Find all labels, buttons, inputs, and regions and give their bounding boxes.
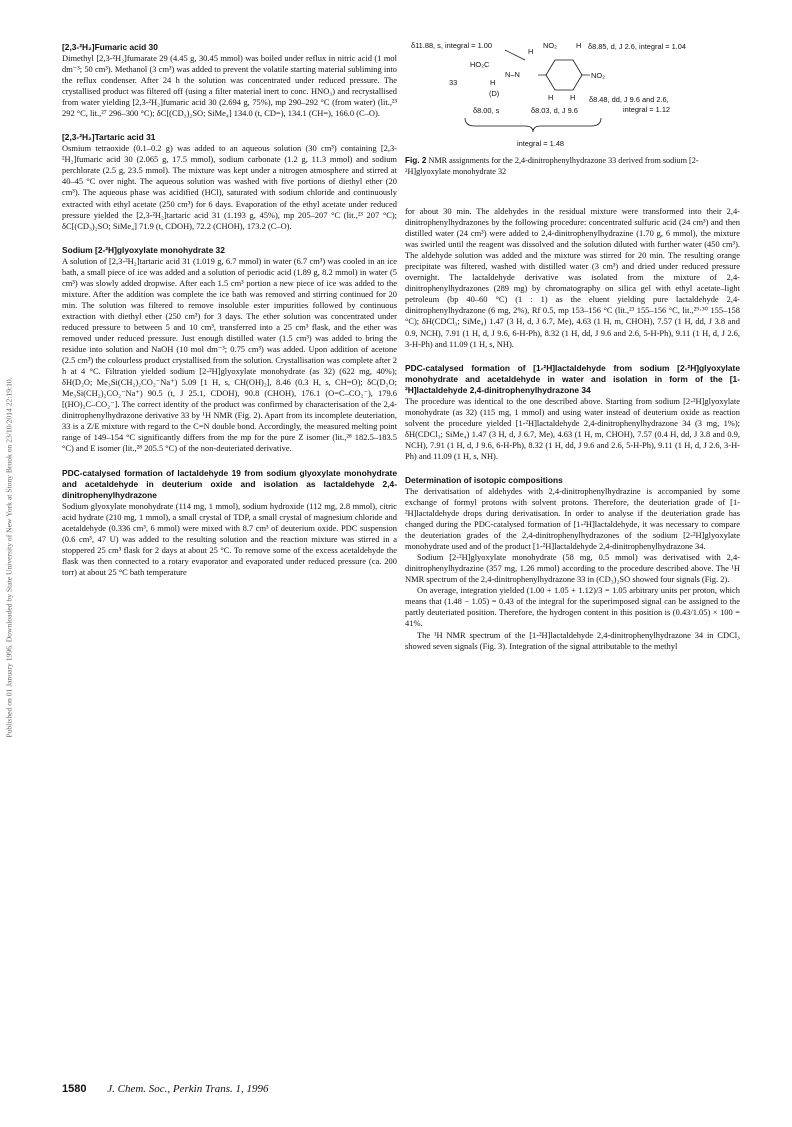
section-tartaric-acid bbox=[62, 132, 397, 231]
section-heading: Sodium [2-²H]glyoxylate monohydrate 32 bbox=[62, 244, 225, 255]
label-h-chain: H bbox=[490, 78, 496, 87]
label-hx-top: H bbox=[576, 41, 582, 50]
section-pdc-deuterated bbox=[405, 363, 740, 462]
label-hx-right: H bbox=[570, 93, 576, 102]
section-body: Dimethyl [2,3-²H₂]fumarate 29 (4.45 g, 30.45 mmol) was boiled under reflux in nitric acid (1 mol dm⁻³; 50 cm³). Methanol (3 cm³) was added to prevent the volatile starting material subliming into the reflux condenser. After 24 h the solution was concentrated under reduced pressure. The crystallised product was filtered off (using a filter material inert to conc. HNO₃) and recrystallised from water yielding [2,3-²H₂]fumaric acid 30 (2.694 g, 75%), mp 290–292 °C (from water) (lit.,²³ 292 °C, lit.,²⁷ 296–300 °C); δC[(CD₃)₂SO; SiMe₄] 134.0 (t, CD=), 134.1 (CH=), 166.0 (C–O). bbox=[62, 53, 397, 119]
label-h5: δ8.03, d, J 9.6 bbox=[531, 106, 578, 115]
journal-citation: J. Chem. Soc., Perkin Trans. 1, 1996 bbox=[107, 1083, 269, 1095]
paragraph: On average, integration yielded (1.00 + 1.05 + 1.12)/3 = 1.05 arbitrary units per proton, which means that (1.48 − 1.05) = 0.43 of the integral for the superimposed signal can be assigned to the partly deuteriated position. Therefore, the hydrogen content in this position is (0.43/1.05) × 100 = 41%. bbox=[405, 585, 740, 629]
section-pdc-lactaldehyde bbox=[62, 468, 397, 578]
integral-brace bbox=[465, 118, 601, 132]
label-nn: N–N bbox=[505, 70, 520, 79]
section-fumaric-acid bbox=[62, 42, 397, 119]
figure-caption bbox=[405, 156, 740, 177]
section-isotopic bbox=[405, 475, 740, 652]
section-heading: PDC-catalysed formation of lactaldehyde 19 from sodium glyoxylate monohydrate and acetaldehyde in deuterium oxide and isolation as lactaldehyde 2,4-dinitrophenylhydrazone bbox=[62, 467, 397, 500]
watermark-text: Published on 01 January 1996. Downloaded by State University of New York at Stony Brook on 23/10/2014 22:19:10. bbox=[4, 377, 14, 738]
caption-text: NMR assignments for the 2,4-dinitrophenylhydrazone 33 derived from sodium [2-²H]glyoxylate monohydrate 32 bbox=[405, 156, 699, 176]
page-footer bbox=[62, 1083, 269, 1095]
caption-label: Fig. 2 bbox=[405, 156, 427, 165]
label-h3b: integral = 1.12 bbox=[623, 105, 671, 114]
label-ho2c: HO₂C bbox=[470, 60, 490, 69]
label-d: (D) bbox=[489, 89, 500, 98]
section-heading: [2,3-²H₂]Fumaric acid 30 bbox=[62, 42, 158, 52]
left-column bbox=[62, 42, 397, 578]
section-heading: PDC-catalysed formation of [1-²H]lactaldehyde from sodium [2-²H]glyoxylate monohydrate and acetaldehyde in water and isolation in form of the [1-²H]lactaldehyde 2,4-dinitrophenylhydrazone 34 bbox=[405, 362, 740, 395]
structure-drawing bbox=[405, 38, 740, 158]
page-number: 1580 bbox=[62, 1083, 87, 1095]
section-body: for about 30 min. The aldehydes in the residual mixture were transformed into their 2,4-dinitrophenylhydrazones by the following procedure: concentrated sulfuric acid (24 cm³) and then distilled water (24 cm³) were added to 2,4-dinitrophenylhydrazine (1.70 g, 6 mmol), the mixture was swirled until the reagent was dissolved and the solution diluted with further water (450 cm³). The aldehyde solution was added and the mixture was stirred for 20 min. The resulting orange precipitate was filtered, washed with distilled water (3 cm³) and dried under reduced pressure overnight. The lactaldehyde derivative was isolated from the mixture of 2,4-dinitrophenylhydrazones (289 mg) by chromatography on silica gel with ethyl acetate–light petroleum (bp 40–60 °C) (1 : 1) as the eluent yielding pure lactaldehyde 2,4-dinitrophenylhydrazone (6 mg, 2%), Rf 0.5, mp 153–156 °C (lit.,²³ 155–156 °C, lit.,²⁹·³⁰ 155–158 °C); δH(CDCl₃; SiMe₄) 1.47 (3 H, d, J 6.7, Me), 4.63 (1 H, m, CHOH), 7.57 (1 H, dd, J 3.8 and 0.9, NCH), 7.91 (1 H, d, J 9.6, 6-H-Ph), 8.32 (1 H, dd, J 9.6 and 2.6, 5-H-Ph), 9.11 (1 H, d, J 2.6, 3-H-Ph) and 11.09 (1 H, s, NH). bbox=[405, 206, 740, 349]
right-column bbox=[405, 206, 740, 652]
label-no2-right: NO₂ bbox=[591, 71, 605, 80]
label-h1: δ11.88, s, integral = 1.00 bbox=[411, 41, 493, 50]
label-compound: 33 bbox=[449, 78, 458, 87]
label-no2-top: NO₂ bbox=[543, 41, 557, 50]
section-heading: [2,3-²H₂]Tartaric acid 31 bbox=[62, 132, 156, 143]
paragraph: The ¹H NMR spectrum of the [1-²H]lactaldehyde 2,4-dinitrophenylhydrazone 34 in CDCl₃ showed seven signals (Fig. 3). Integration of the signal attributable to the methyl bbox=[405, 629, 740, 651]
label-h3: δ8.48, dd, J 9.6 and 2.6, bbox=[589, 95, 669, 104]
label-sum: integral = 1.48 bbox=[517, 139, 565, 148]
paragraph: Sodium [2-²H]glyoxylate monohydrate (58 mg, 0.5 mmol) was derivatised with 2,4-dinitrophenylhydrazine (357 mg, 1.26 mmol) according to the procedure described above. The ¹H NMR spectrum of the 2,4-dinitrophenylhydrazone 33 in (CD₃)₂SO showed four signals (Fig. 2). bbox=[405, 552, 740, 585]
label-h2: δ8.85, d, J 2.6, integral = 1.04 bbox=[588, 42, 686, 51]
download-watermark bbox=[2, 170, 16, 950]
section-glyoxylate bbox=[62, 245, 397, 455]
benzene-ring bbox=[546, 60, 582, 90]
section-heading: Determination of isotopic compositions bbox=[405, 474, 563, 485]
section-body: A solution of [2,3-²H₂]tartaric acid 31 (1.019 g, 6.7 mmol) in water (6.7 cm³) was cooled in an ice bath, a small piece of ice was added and a solution of periodic acid (1.89 g, 8.2 mmol) in water (5 cm³) was slowly added dropwise. After each 1.5 cm³ portion a new piece of ice was added to the mixture. After the addition was complete the ice bath was removed and stirring continued for 20 min. The solution was filtered to remove insoluble ester impurities followed by continuous extraction with diethyl ether (250 cm³) for 3 days. The ether solution was concentrated under reduced pressure to between 5 and 10 cm³, transferred into a 25 cm³ flask, and the ether was removed under reduced pressure. Just enough distilled water (1.5 cm³) was added to bring the residue into solution and NaOH (10 mol dm⁻³; 0.75 cm³) was added. Upon addition of acetone (2.5 cm³) the colourless product crystallised from the solution. Crystallisation was complete after 2 h at 4 °C. Filtration yielded sodium [2-²H]glyoxylate monohydrate (as 32) (622 mg, 40%); δH(D₂O; Me₃Si(CH₂)₂CO₂⁻Na⁺) 5.09 [1 H, s, CH(OH)₂], 8.46 (0.3 H, s, CH=O); δC(D₂O; Me₃Si(CH₂)₂CO₂⁻Na⁺) 90.5 (t, J 25.1, CDOH), 90.8 (CHOH), 176.1 (O=C–CO₂⁻), 179.6 [(HO)₂C–CO₂⁻]. The correct identity of the product was confirmed by characterisation of the 2,4-dinitrophenylhydrazone derivative 33 by ¹H NMR (Fig. 2). Apart from its incomplete deuteriation, 33 is a Z/E mixture with regard to the C=N double bond. Accordingly, the measured melting point range of 149–154 °C significantly differs from the mp for the pure Z isomer (lit.,²⁸ 182.5–183.5 °C) and E isomer (lit.,²⁸ 205.5 °C) of the non-deuteriated derivative. bbox=[62, 255, 397, 454]
section-body: The procedure was identical to the one described above. Starting from sodium [2-²H]glyoxylate monohydrate (as 32) (115 mg, 1 mmol) and using water instead of deuterium oxide as reaction solvent the procedure yielded [1-²H]lactaldehyde 2,4-dinitrophenylhydrazone 34 (3 mg, 1%); δH(CDCl₃; SiMe₄) 1.47 (3 H, d, J 6.7, Me), 4.63 (1 H, m, CHOH), 7.57 (0.4 H, dd, J 3.8 and 0.9, NCH), 7.91 (1 H, d, J 9.6, 6-H-Ph), 8.32 (1 H, dd, J 9.6 and 2.6, 5-H-Ph), 9.11 (1 H, d, J 2.6, 3-H-Ph) and 11.09 (1 H, s, NH). bbox=[405, 395, 740, 461]
section-continued bbox=[405, 206, 740, 350]
section-body: The derivatisation of aldehydes with 2,4-dinitrophenylhydrazine is accompanied by some exchange of formyl protons with solvent protons. Therefore, the deuteriation grade of [1-²H]lactaldehyde drops during derivatisation. In order to analyse if the deuteriation grade has changed during the PDC-catalysed formation of [1-²H]lactaldehyde, it was necessary to compare the deuteriation grades of the 2,4-dinitrophenylhydrazones of the sodium [2-²H]glyoxylate monohydrate used and of the product [1-²H]lactaldehyde 2,4-dinitrophenylhydrazone 34. bbox=[405, 485, 740, 552]
label-h4: δ8.00, s bbox=[473, 106, 500, 115]
label-nh: H bbox=[528, 47, 534, 56]
section-body: Osmium tetraoxide (0.1–0.2 g) was added to an aqueous solution (30 cm³) containing [2,3-²H₂]fumaric acid 30 (2.065 g, 17.5 mmol), sodium carbonate (1.2 g, 11.3 mmol) and sodium perchlorate (2.5 g, 23.5 mmol). The mixture was kept under a nitrogen atmosphere and stirred at 40–45 °C over night. The aqueous solution was washed with five portions of diethyl ether (20 cm³). The aqueous phase was acidified (HCl), saturated with sodium chloride and continuously extracted with ethyl acetate (250 cm³) for 6 days. Evaporation of the ethyl acetate under reduced pressure yielded the [2,3-²H₂]tartaric acid 31 (1.193 g, 45%), mp 205–207 °C (lit.,²³ 207 °C); δC[(CD₃)₂SO; SiMe₄] 71.9 (t, CDOH), 72.2 (CHOH), 173.2 (C–O). bbox=[62, 143, 397, 231]
section-body: Sodium glyoxylate monohydrate (114 mg, 1 mmol), sodium hydroxide (112 mg, 2.8 mmol), citric acid hydrate (210 mg, 1 mmol), a small crystal of TDP, a small crystal of magnesium chloride and acetaldehyde (0.336 cm³, 6 mmol) were mixed with 8.7 cm³ of deuterium oxide. PDC suspension (0.6 cm³, 47 U) was added to the resulting solution and the reaction mixture was stirred in a stoppered 25 cm³ flask for 2 days at about 25 °C. To remove some of the excess acetaldehyde the flask was then connected to a rotary evaporator and evaporated under reduced pressure (ca. 200 torr) at about 25 °C bath temperature bbox=[62, 500, 397, 577]
label-hx-left: H bbox=[548, 93, 554, 102]
